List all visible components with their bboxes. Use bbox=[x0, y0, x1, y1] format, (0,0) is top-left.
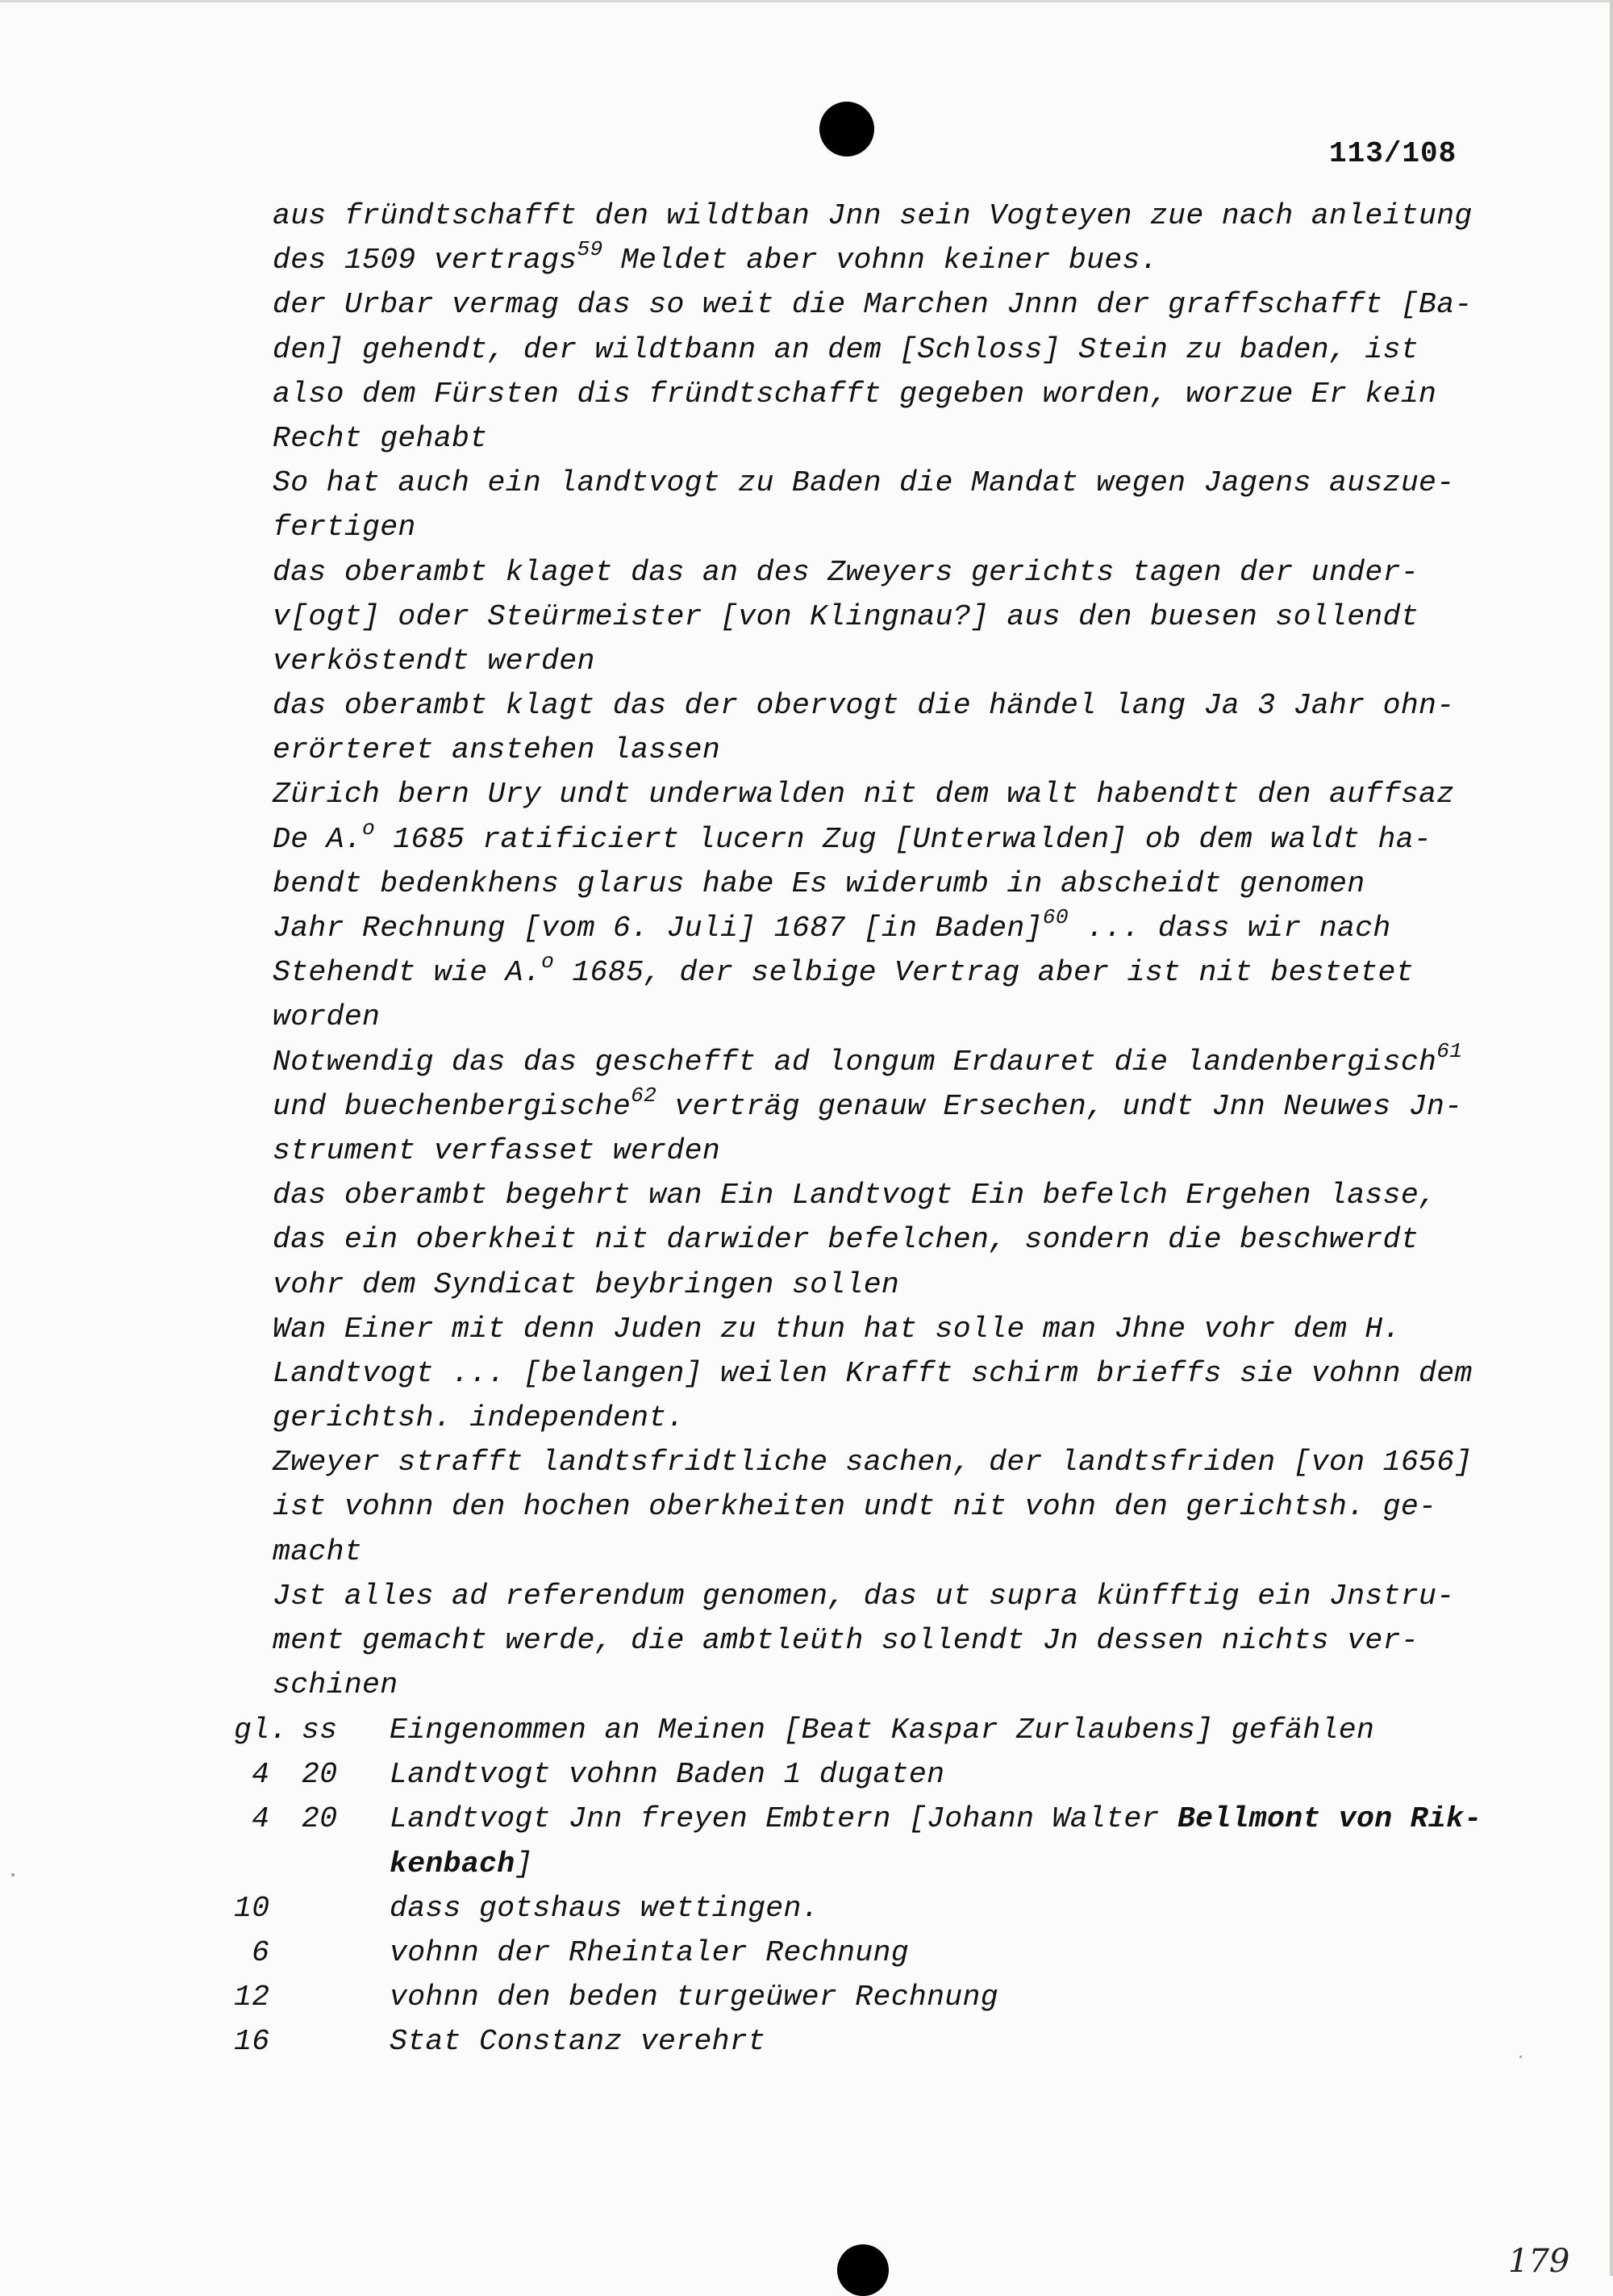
ledger-ss: 20 bbox=[302, 1802, 338, 1836]
ledger-text: Landtvogt Jnn freyen Embtern [Johann Walter Bellmont von Rik- bbox=[390, 1802, 1482, 1836]
text-line: verköstendt werden bbox=[273, 644, 595, 678]
scan-speck bbox=[11, 1873, 15, 1876]
text-line: den] gehendt, der wildtbann an dem [Schloss] Stein zu baden, ist bbox=[273, 332, 1419, 366]
text-line: So hat auch ein landtvogt zu Baden die Mandat wegen Jagens auszue- bbox=[273, 466, 1455, 500]
text-line: erörteret anstehen lassen bbox=[273, 733, 721, 767]
ledger-text: vohnn der Rheintaler Rechnung bbox=[390, 1935, 909, 1969]
text-line: v[ogt] oder Steürmeister [von Klingnau?] aus den buesen sollendt bbox=[273, 599, 1419, 633]
ledger-header-row bbox=[234, 1708, 1476, 1752]
text-line: das ein oberkheit nit darwider befelchen, sondern die beschwerdt bbox=[273, 1223, 1419, 1257]
ledger-text: Landtvogt vohnn Baden 1 dugaten bbox=[390, 1758, 945, 1792]
text-line: ment gemacht werde, die ambtleüth sollendt Jn dessen nichts ver- bbox=[273, 1624, 1419, 1657]
text-line: Jst alles ad referendum genomen, das ut supra künfftig ein Jnstru- bbox=[273, 1579, 1455, 1613]
text-line: des 1509 vertrags$^{59}$ Meldet aber vohnn keiner bues. bbox=[273, 237, 1158, 278]
ledger-gl: 16 bbox=[234, 2025, 270, 2059]
ledger-table bbox=[234, 1708, 1482, 2064]
footnote-marker: 60 bbox=[1042, 905, 1069, 930]
text-line: und buechenbergische$^{62}$ verträg genauw Ersechen, undt Jnn Neuwes Jn- bbox=[273, 1083, 1463, 1123]
text-line: Landtvogt ... [belangen] weilen Krafft schirm brieffs sie vohnn dem bbox=[273, 1356, 1473, 1390]
ledger-gl: 4 bbox=[252, 1802, 270, 1836]
ledger-row bbox=[234, 1752, 1476, 1797]
ledger-gl: 4 bbox=[252, 1758, 270, 1792]
ledger-row bbox=[234, 1975, 1476, 2019]
punch-hole-top bbox=[819, 102, 874, 157]
footnote-marker: 62 bbox=[631, 1083, 657, 1108]
footnote-marker: o bbox=[541, 950, 555, 975]
transcription-text bbox=[273, 194, 1473, 1707]
ledger-ss: 20 bbox=[302, 1758, 338, 1792]
text-line: ist vohnn den hochen oberkheiten undt nit vohn den gerichtsh. ge- bbox=[273, 1490, 1437, 1524]
text-line: Jahr Rechnung [vom 6. Juli] 1687 [in Baden]$^{60}$ ... dass wir nach bbox=[273, 905, 1391, 945]
text-line: bendt bedenkhens glarus habe Es widerumb in abscheidt genomen bbox=[273, 866, 1365, 900]
footnote-marker: 61 bbox=[1436, 1038, 1463, 1063]
ledger-text: Stat Constanz verehrt bbox=[390, 2025, 766, 2059]
text-line: schinen bbox=[273, 1668, 398, 1702]
text-line: worden bbox=[273, 1000, 381, 1034]
text-line: das oberambt begehrt wan Ein Landtvogt Ein befelch Ergehen lasse, bbox=[273, 1179, 1437, 1213]
text-line: Zürich bern Ury undt underwalden nit dem walt habendtt den auffsaz bbox=[273, 778, 1455, 812]
scan-right-edge bbox=[1610, 0, 1613, 2276]
ledger-header-gl: gl. bbox=[234, 1714, 288, 1747]
ledger-gl: 12 bbox=[234, 1981, 270, 2014]
scan-top-edge bbox=[0, 0, 1613, 2]
text-line: Stehendt wie A.$^o$ 1685, der selbige Vertrag aber ist nit bestetet bbox=[273, 950, 1414, 990]
ledger-header-ss: ss bbox=[302, 1714, 338, 1747]
ledger-row bbox=[234, 2019, 1476, 2064]
punch-hole-bottom bbox=[837, 2244, 889, 2296]
text-line: also dem Fürsten dis fründtschafft gegeben worden, worzue Er kein bbox=[273, 377, 1437, 411]
scan-speck bbox=[1519, 2056, 1522, 2058]
handwritten-folio-number: 179 bbox=[1508, 2243, 1570, 2280]
text-line: Notwendig das das geschefft ad longum Erdauret die landenbergisch$^{61}$ bbox=[273, 1038, 1463, 1079]
text-line: Wan Einer mit denn Juden zu thun hat solle man Jhne vohr dem H. bbox=[273, 1312, 1401, 1346]
text-line: macht bbox=[273, 1534, 363, 1568]
ledger-gl: 6 bbox=[252, 1935, 270, 1969]
ledger-row bbox=[234, 1886, 1476, 1931]
footnote-marker: o bbox=[362, 816, 376, 841]
text-line: das oberambt klaget das an des Zweyers gerichts tagen der under- bbox=[273, 555, 1419, 589]
ledger-gl: 10 bbox=[234, 1891, 270, 1925]
text-line: De A.$^o$ 1685 ratificiert lucern Zug [Unterwalden] ob dem waldt ha- bbox=[273, 816, 1432, 856]
text-line: das oberambt klagt das der obervogt die händel lang Ja 3 Jahr ohn- bbox=[273, 689, 1455, 723]
ledger-row-continuation: kenbach] bbox=[390, 1847, 533, 1881]
footnote-marker: 59 bbox=[577, 237, 603, 262]
ledger-row bbox=[234, 1797, 1482, 1841]
text-line: strument verfasset werden bbox=[273, 1133, 721, 1167]
text-line: aus fründtschafft den wildtban Jnn sein Vogteyen zue nach anleitung bbox=[273, 199, 1473, 232]
ledger-header-text: Eingenommen an Meinen [Beat Kaspar Zurlaubens] gefählen bbox=[390, 1714, 1375, 1747]
text-line: vohr dem Syndicat beybringen sollen bbox=[273, 1267, 900, 1301]
ledger-text: vohnn den beden turgeüwer Rechnung bbox=[390, 1981, 998, 2014]
ledger-text: dass gotshaus wettingen. bbox=[390, 1891, 819, 1925]
text-line: der Urbar vermag das so weit die Marchen Jnnn der graffschafft [Ba- bbox=[273, 288, 1473, 322]
text-line: Recht gehabt bbox=[273, 421, 488, 455]
page-number: 113/108 bbox=[1329, 137, 1457, 170]
text-line: Zweyer strafft landtsfridtliche sachen, der landtsfriden [von 1656] bbox=[273, 1446, 1473, 1480]
ledger-row bbox=[234, 1931, 1476, 1975]
text-line: gerichtsh. independent. bbox=[273, 1401, 685, 1435]
text-line: fertigen bbox=[273, 511, 416, 545]
